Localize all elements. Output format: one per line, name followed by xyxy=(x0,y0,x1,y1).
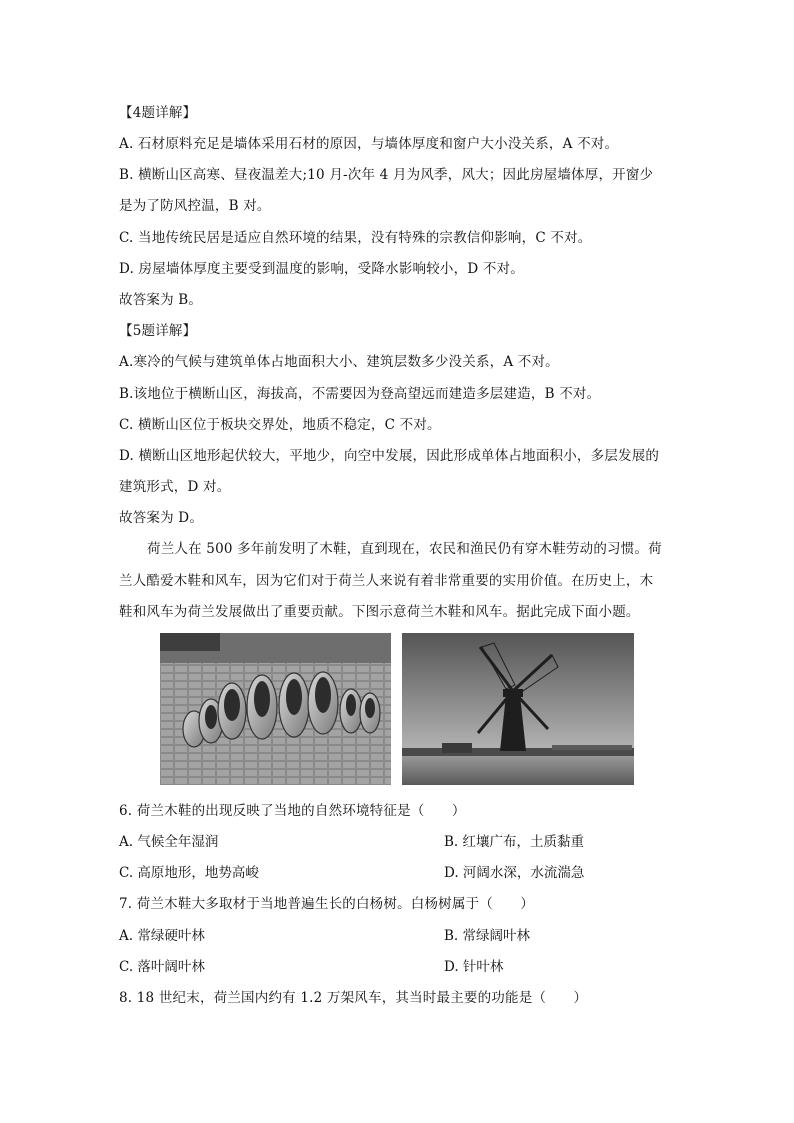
q4-option-b-explanation-line2: 是为了防风控温，B 对。 xyxy=(119,198,271,214)
q7-stem: 7. 荷兰木鞋大多取材于当地普遍生长的白杨树。白杨树属于（ ） xyxy=(119,896,535,912)
windmill-photo xyxy=(402,633,634,785)
passage-line-3: 鞋和风车为荷兰发展做出了重要贡献。下图示意荷兰木鞋和风车。据此完成下面小题。 xyxy=(119,604,640,620)
q6-option-c[interactable]: C. 高原地形，地势高峻 xyxy=(119,865,259,881)
q4-option-d-explanation: D. 房屋墙体厚度主要受到温度的影响，受降水影响较小，D 不对。 xyxy=(119,261,524,277)
wooden-clogs-photo xyxy=(160,633,391,785)
q5-option-a-explanation: A.寒冷的气候与建筑单体占地面积大小、建筑层数多少没关系，A 不对。 xyxy=(119,354,559,370)
q4-option-b-explanation-line1: B. 横断山区高寒、昼夜温差大;10 月-次年 4 月为风季，风大；因此房屋墙体厚，开窗少 xyxy=(119,167,654,183)
q6-option-a[interactable]: A. 气候全年湿润 xyxy=(119,834,219,850)
q5-answer: 故答案为 D。 xyxy=(119,510,204,526)
q6-option-b[interactable]: B. 红壤广布，土质黏重 xyxy=(444,834,585,850)
q7-option-c[interactable]: C. 落叶阔叶林 xyxy=(119,959,205,975)
passage-line-2: 兰人酷爱木鞋和风车，因为它们对于荷兰人来说有着非常重要的实用价值。在历史上，木 xyxy=(119,573,654,589)
q5-option-c-explanation: C. 横断山区位于板块交界处，地质不稳定，C 不对。 xyxy=(119,417,441,433)
q5-option-b-explanation: B.该地位于横断山区，海拔高，不需要因为登高望远而建造多层建造，B 不对。 xyxy=(119,386,601,402)
q7-option-a[interactable]: A. 常绿硬叶林 xyxy=(119,928,205,944)
q7-option-d[interactable]: D. 针叶林 xyxy=(444,959,504,975)
q4-answer: 故答案为 B。 xyxy=(119,292,203,308)
q7-option-b[interactable]: B. 常绿阔叶林 xyxy=(444,928,531,944)
q4-heading: 【4题详解】 xyxy=(119,105,197,121)
q4-option-a-explanation: A. 石材原料充足是墙体采用石材的原因，与墙体厚度和窗户大小没关系，A 不对。 xyxy=(119,136,619,152)
q8-stem: 8. 18 世纪末，荷兰国内约有 1.2 万架风车，其当时最主要的功能是（ ） xyxy=(119,990,588,1006)
q5-option-d-explanation-line2: 建筑形式，D 对。 xyxy=(119,479,231,495)
passage-line-1: 荷兰人在 500 多年前发明了木鞋，直到现在，农民和渔民仍有穿木鞋劳动的习惯。荷 xyxy=(147,541,662,557)
q5-heading: 【5题详解】 xyxy=(119,323,197,339)
q6-stem: 6. 荷兰木鞋的出现反映了当地的自然环境特征是（ ） xyxy=(119,803,466,819)
q6-option-d[interactable]: D. 河阔水深，水流湍急 xyxy=(444,865,585,881)
q5-option-d-explanation-line1: D. 横断山区地形起伏较大，平地少，向空中发展，因此形成单体占地面积小，多层发展的 xyxy=(119,448,660,464)
q4-option-c-explanation: C. 当地传统民居是适应自然环境的结果，没有特殊的宗教信仰影响，C 不对。 xyxy=(119,230,592,246)
